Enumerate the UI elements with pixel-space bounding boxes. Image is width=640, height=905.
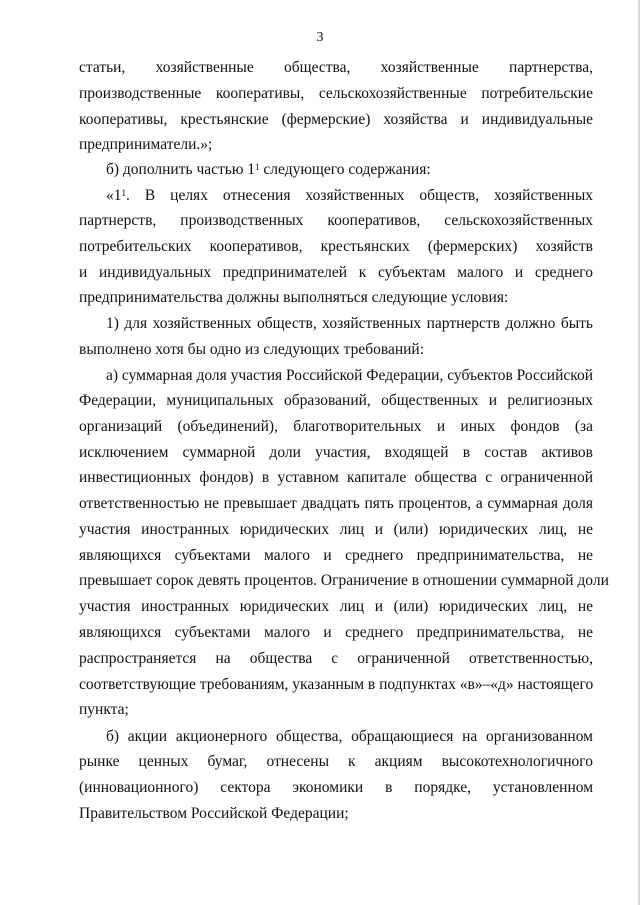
text-line: предприниматели.»; (79, 136, 213, 153)
text-line: ответственностью не превышает двадцать пять процентов, а суммарная доля (79, 495, 593, 512)
superscript-item: 1 (121, 188, 126, 198)
text-line: участия иностранных юридических лиц и (или) юридических лиц, не (79, 598, 593, 615)
text-line: пункта; (79, 701, 129, 718)
superscript-part: 1 (255, 162, 260, 172)
text-line: б) акции акционерного общества, обращающиеся на организованном (106, 728, 593, 745)
text-line-new-part (106, 186, 593, 206)
text-line: производственные кооперативы, сельскохозяйственные потребительские (79, 85, 593, 102)
text-line: (инновационного) сектора экономики в порядке, установленном (79, 779, 593, 796)
text-line: организаций (объединений), благотворительных и иных фондов (за (79, 418, 593, 435)
text-line: Правительством Российской Федерации; (79, 805, 349, 822)
text-line: Федерации, муниципальных образований, общественных и религиозных (79, 392, 593, 409)
text-line: потребительских кооперативов, крестьянских (фермерских) хозяйств (79, 238, 593, 255)
text-line: 1) для хозяйственных обществ, хозяйственных партнерств должно быть (106, 315, 593, 332)
text-line-amendment (106, 160, 593, 180)
text-line: рынке ценных бумаг, отнесены к акциям высокотехнологичного (79, 753, 593, 770)
text-line: предпринимательства должны выполняться следующие условия: (79, 289, 509, 306)
new-part-tail: . В целях отнесения хозяйственных обществ, хозяйственных (126, 187, 593, 204)
text-line: участия иностранных юридических лиц и (или) юридических лиц, не (79, 521, 593, 538)
text-line: и индивидуальных предпринимателей к субъектам малого и среднего (79, 264, 593, 281)
page-number: 3 (316, 30, 324, 45)
text-line: а) суммарная доля участия Российской Федерации, субъектов Российской (106, 367, 594, 384)
text-line: выполнено хотя бы одно из следующих требований: (79, 341, 425, 358)
text-line: являющихся субъектами малого и среднего предпринимательства, не (79, 547, 593, 564)
text-line: соответствующие требованиям, указанным в подпунктах «в»–«д» настоящего (79, 676, 594, 693)
text-line: распространяется на общества с ограниченной ответственностью, (79, 650, 593, 667)
text-line: инвестиционных фондов) в уставном капитале общества с ограниченной (79, 469, 593, 486)
text-line: исключением суммарной доли участия, входящей в состав активов (79, 444, 593, 461)
text-line: статьи, хозяйственные общества, хозяйственные партнерства, (79, 59, 593, 76)
text-line: кооперативы, крестьянские (фермерские) хозяйства и индивидуальные (79, 111, 593, 128)
amendment-tail: следующего содержания: (259, 161, 431, 178)
text-line: являющихся субъектами малого и среднего предпринимательства, не (79, 624, 593, 641)
amendment-lead: б) дополнить частью 1 (106, 161, 256, 178)
new-part-lead: «1 (106, 187, 122, 204)
text-line: превышает сорок девять процентов. Ограничение в отношении суммарной доли (79, 572, 609, 589)
text-line: партнерств, производственных кооперативов, сельскохозяйственных (79, 212, 593, 229)
